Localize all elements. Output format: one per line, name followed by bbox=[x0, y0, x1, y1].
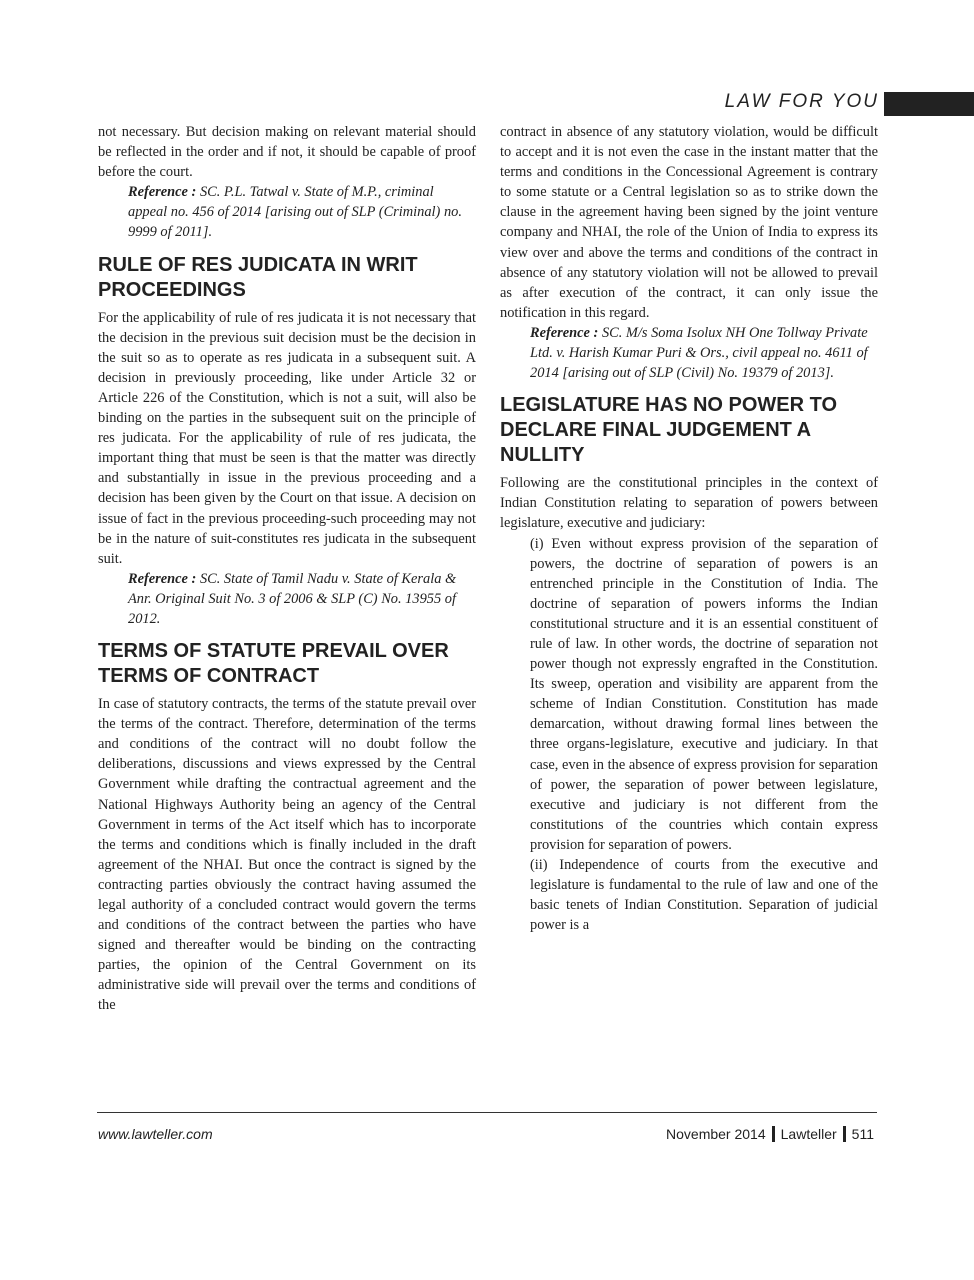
intro-paragraph: not necessary. But decision making on relevant material should be reflected in the order and if not, it should be capable of proof before the court. bbox=[98, 124, 476, 181]
footer-url[interactable]: www.lawteller.com bbox=[98, 1126, 213, 1142]
reference-text: SC. State of Tamil Nadu v. State of Kerala & Anr. Original Suit No. 3 of 2006 & SLP (C) No. 13955 of 2012. bbox=[128, 570, 457, 627]
reference-2 bbox=[128, 569, 476, 629]
principle-item-2: (ii) Independence of courts from the executive and legislature is fundamental to the rule of law and one of the basic tenets of Indian Constitution. Separation of judicial power is a bbox=[530, 857, 878, 934]
reference-1 bbox=[128, 182, 476, 242]
footer bbox=[98, 1126, 874, 1146]
footer-separator bbox=[843, 1126, 846, 1142]
footer-rule bbox=[97, 1112, 877, 1113]
section-bar bbox=[884, 92, 974, 116]
reference-text: SC. M/s Soma Isolux NH One Tollway Private Ltd. v. Harish Kumar Puri & Ors., civil appeal no. 4611 of 2014 [arising out of SLP (Civil) No. 19379 of 2013]. bbox=[530, 324, 868, 382]
paragraph-statute-prevail: In case of statutory contracts, the terms of the statute prevail over the terms of the contract. Therefore, determination of the terms and conditions of the contract will no doubt follow the deliberations, discussions and views expressed by the Central Government while drafting the contractual agreement and the National Highways Authority being an agency of the Central Government in terms of the Act itself which has to incorporate the terms and conditions which is finally included in the draft agreement of the NHAI. But once the contract is signed by the contracting parties obviously the contract having assumed the legal authority of a concluded contract would govern the terms and conditions of the contract between the parties who have signed and thereafter would be binding on the contracting parties, the opinion of the Central Government on its administrative side will prevail over the terms and conditions of the bbox=[98, 696, 476, 1014]
footer-separator bbox=[772, 1126, 775, 1142]
reference-label: Reference : bbox=[128, 184, 197, 201]
principle-item-1: (i) Even without express provision of the separation of powers, the doctrine of separation of powers is an entrenched principle in the Constitution of India. The doctrine of separation of powers informs the Indian constitutional structure and it is an essential constituent of rule of law. In other words, the doctrine of separation not power though not expressly engrafted in the Constitution. Its sweep, operation and visibility are apparent from the scheme of Indian Constitution. Constitution has made demarcation, without drawing formal lines between the three organs-legislature, executive and judiciary. In that case, even in the absence of express provision for separation of power, the separation of power between legislature, executive and judiciary is not different from the constitutions of the countries which contain express provision for separation of powers. bbox=[530, 535, 878, 853]
paragraph-principles-intro: Following are the constitutional principles in the context of Indian Constitution relating to separation of powers between legislature, executive and judiciary: bbox=[500, 475, 878, 532]
reference-label: Reference : bbox=[128, 570, 197, 587]
reference-3 bbox=[530, 323, 878, 383]
reference-text: SC. P.L. Tatwal v. State of M.P., criminal appeal no. 456 of 2014 [arising out of SLP (Criminal) no. 9999 of 2011]. bbox=[128, 184, 462, 241]
section-label: LAW FOR YOU bbox=[724, 91, 879, 112]
footer-info bbox=[666, 1126, 874, 1142]
page-number: 511 bbox=[851, 1126, 874, 1142]
heading-legislature: LEGISLATURE HAS NO POWER TO DECLARE FINAL JUDGEMENT A NULLITY bbox=[500, 394, 838, 467]
paragraph-continuation: contract in absence of any statutory violation, would be difficult to accept and it is not even the case in the instant matter that the terms and conditions in the Concessional Agreement is contrary to some statute or a Central legislation so as to strike down the clause in the agreement having been signed by the joint venture company and NHAI, the role of the Union of India to express its view over and above the terms and conditions of the contract in absence of any statutory violation will not be allowed to prevail as after execution of the contract, it can only issue the notification in this regard. bbox=[500, 124, 878, 321]
footer-date: November 2014 bbox=[666, 1126, 766, 1142]
reference-label: Reference : bbox=[530, 324, 599, 341]
heading-res-judicata: RULE OF RES JUDICATA IN WRIT PROCEEDINGS bbox=[98, 253, 418, 301]
footer-magazine: Lawteller bbox=[780, 1126, 837, 1142]
paragraph-res-judicata: For the applicability of rule of res judicata it is not necessary that the decision in the previous suit decision must be the decision in the suit so as to operate as res judicata in a subsequent suit. A decision in previously proceeding, like under Article 32 or Article 226 of the Constitution, which is not a suit, will also be binding on the parties in the subsequent suit on the principle of res judicata. For the applicability of rule of res judicata, the important thing that must be seen is that the matter was directly and substantially in issue in the previous proceeding and a decision has been given by the Court on that issue. A decision on issue of fact in the previous proceeding-such proceeding may not be in the nature of suit-constitutes res judicata in the subsequent suit. bbox=[98, 309, 476, 567]
right-column bbox=[500, 122, 878, 935]
left-column bbox=[98, 122, 476, 1016]
heading-statute-prevail: TERMS OF STATUTE PREVAIL OVER TERMS OF CONTRACT bbox=[98, 640, 449, 688]
